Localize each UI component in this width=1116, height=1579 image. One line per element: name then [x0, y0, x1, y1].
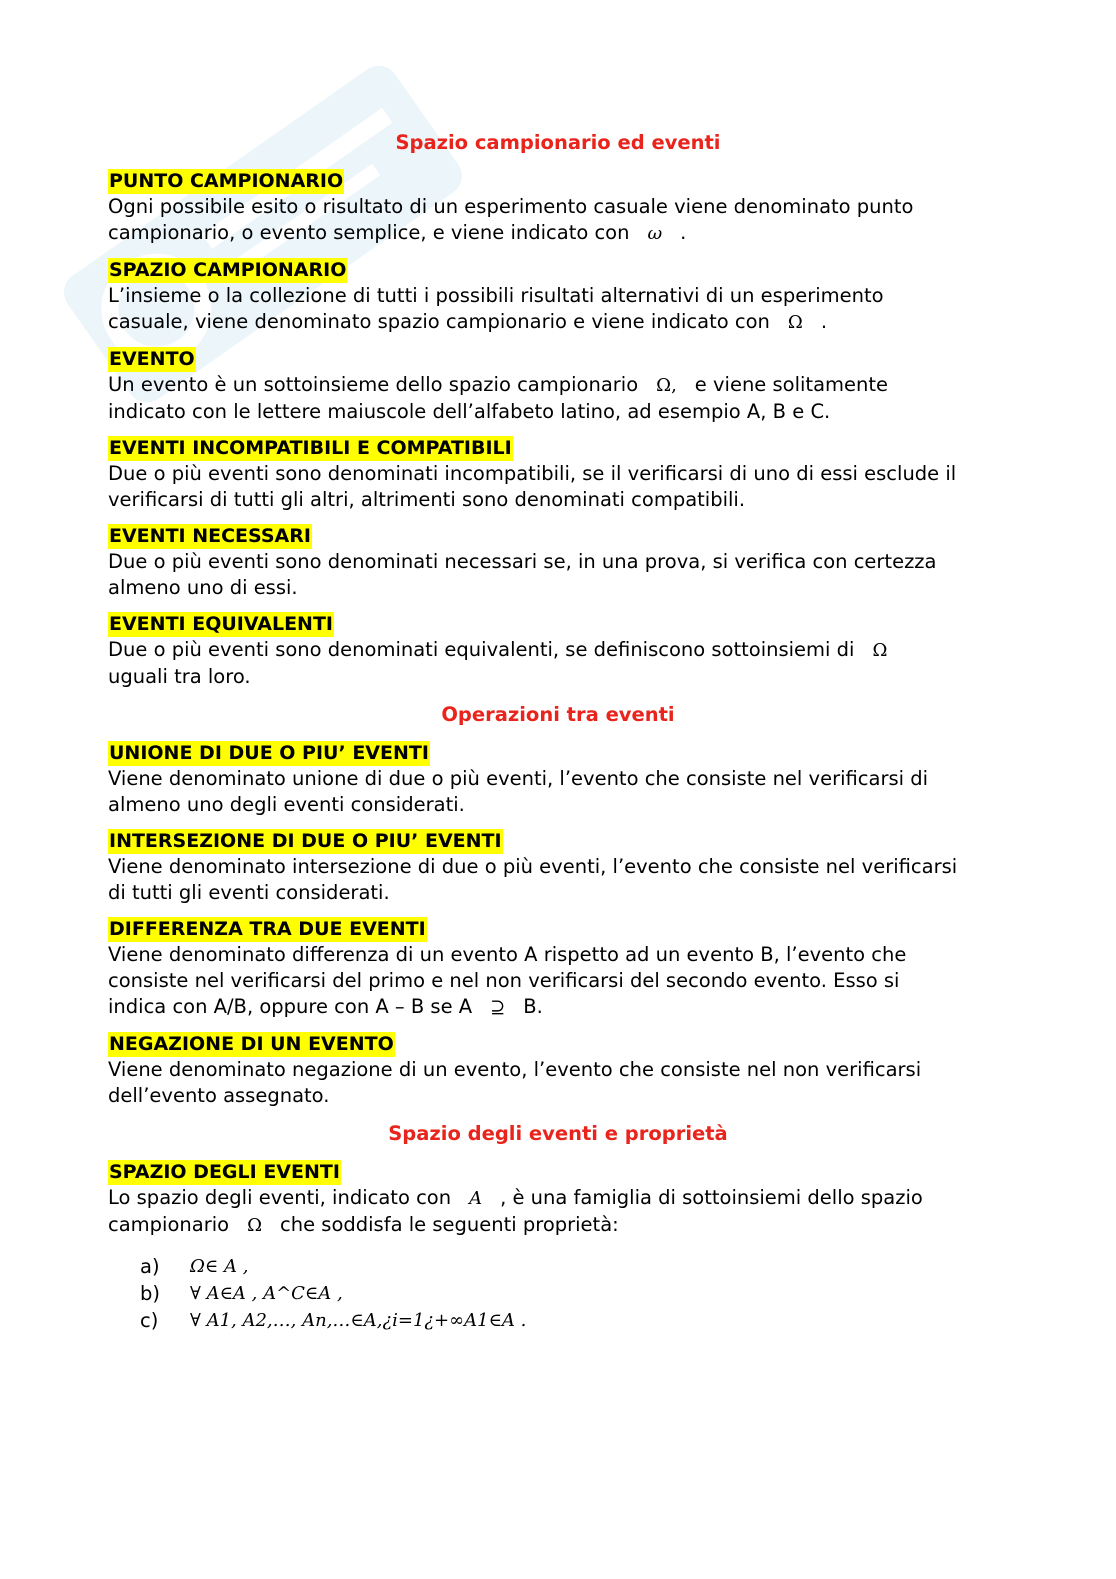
document-content [108, 128, 1008, 1334]
section-title: Operazioni tra eventi [441, 703, 675, 726]
definition-heading: EVENTI NECESSARI [109, 525, 311, 547]
definition-heading: UNIONE DI DUE O PIU’ EVENTI [109, 742, 429, 764]
definition-text: Viene denominato intersezione di due o più eventi, l’evento che consiste nel verificarsi di tutti gli eventi considerati. [108, 855, 958, 904]
definition-block [108, 1159, 1008, 1239]
definition-text: Viene denominato negazione di un evento, l’evento che consiste nel non verificarsi dell’evento assegnato. [108, 1058, 922, 1107]
omega-symbol: Ω [247, 1215, 263, 1236]
definition-heading: EVENTI INCOMPATIBILI E COMPATIBILI [109, 437, 512, 459]
definition-heading: SPAZIO DEGLI EVENTI [109, 1161, 340, 1183]
definition-block [108, 828, 1008, 906]
event-space-symbol: A [469, 1188, 483, 1209]
definition-text: Due o più eventi sono denominati incompatibili, se il verificarsi di uno di essi esclude il verificarsi di tutti gli altri, altrimenti sono denominati compatibili. [108, 462, 957, 511]
omega-symbol: Ω [787, 312, 803, 333]
definition-block [108, 346, 1008, 425]
definition-heading: EVENTI EQUIVALENTI [109, 613, 333, 635]
definition-block [108, 168, 1008, 247]
definition-heading: SPAZIO CAMPIONARIO [109, 259, 347, 281]
omega-symbol: Ω [872, 640, 888, 661]
definition-block [108, 257, 1008, 336]
definition-text: L’insieme o la collezione di tutti i possibili risultati alternativi di un esperimento casuale, viene denominato spazio campionario e viene indicato con Ω . [108, 284, 884, 333]
definition-block [108, 523, 1008, 601]
omega-symbol: Ω, [656, 375, 677, 396]
definition-block [108, 916, 1008, 1021]
definition-block [108, 611, 1008, 690]
definition-block [108, 435, 1008, 513]
definition-heading: INTERSEZIONE DI DUE O PIU’ EVENTI [109, 830, 502, 852]
definition-heading: EVENTO [109, 348, 195, 370]
formula: ∀ A∈A , A^C∈A , [190, 1283, 343, 1304]
omega-symbol: ω [647, 223, 663, 244]
definition-heading: NEGAZIONE DI UN EVENTO [109, 1033, 394, 1055]
property-list [108, 1253, 1008, 1334]
definition-text: Lo spazio degli eventi, indicato con A , è una famiglia di sottoinsiemi dello spazio campionario Ω che soddisfa le seguenti proprietà: [108, 1186, 923, 1236]
definition-text: Viene denominato differenza di un evento A rispetto ad un evento B, l’evento che consiste nel verificarsi del primo e nel non verificarsi del secondo evento. Esso si indica con A/B, oppure con A – B se A ⊇ B. [108, 943, 907, 1018]
definition-heading: PUNTO CAMPIONARIO [109, 170, 344, 192]
definition-block [108, 1031, 1008, 1109]
definition-text: Un evento è un sottoinsieme dello spazio campionario Ω, e viene solitamente indicato con le lettere maiuscole dell’alfabeto latino, ad esempio A, B e C. [108, 373, 889, 423]
list-label: b) [140, 1282, 160, 1305]
definition-text: Ogni possibile esito o risultato di un esperimento casuale viene denominato punto campionario, o evento semplice, e viene indicato con ω . [108, 195, 914, 244]
list-label: c) [140, 1309, 159, 1332]
section-title: Spazio degli eventi e proprietà [388, 1122, 728, 1145]
list-label: a) [140, 1255, 160, 1278]
superset-symbol: ⊇ [490, 997, 506, 1018]
formula: ∀ A1, A2,…, An,…∈A,¿i=1¿+∞A1∈A . [190, 1310, 527, 1331]
definition-block [108, 740, 1008, 818]
formula: Ω∈ A , [190, 1256, 249, 1277]
section-title: Spazio campionario ed eventi [395, 131, 721, 154]
definition-text: Viene denominato unione di due o più eventi, l’evento che consiste nel verificarsi di almeno uno degli eventi considerati. [108, 767, 929, 816]
definition-text: Due o più eventi sono denominati equivalenti, se definiscono sottoinsiemi di Ω uguali tra loro. [108, 637, 1008, 690]
list-item [140, 1280, 1008, 1307]
definition-text: Due o più eventi sono denominati necessari se, in una prova, si verifica con certezza almeno uno di essi. [108, 550, 937, 599]
definition-heading: DIFFERENZA TRA DUE EVENTI [109, 918, 426, 940]
list-item [140, 1307, 1008, 1334]
list-item [140, 1253, 1008, 1280]
